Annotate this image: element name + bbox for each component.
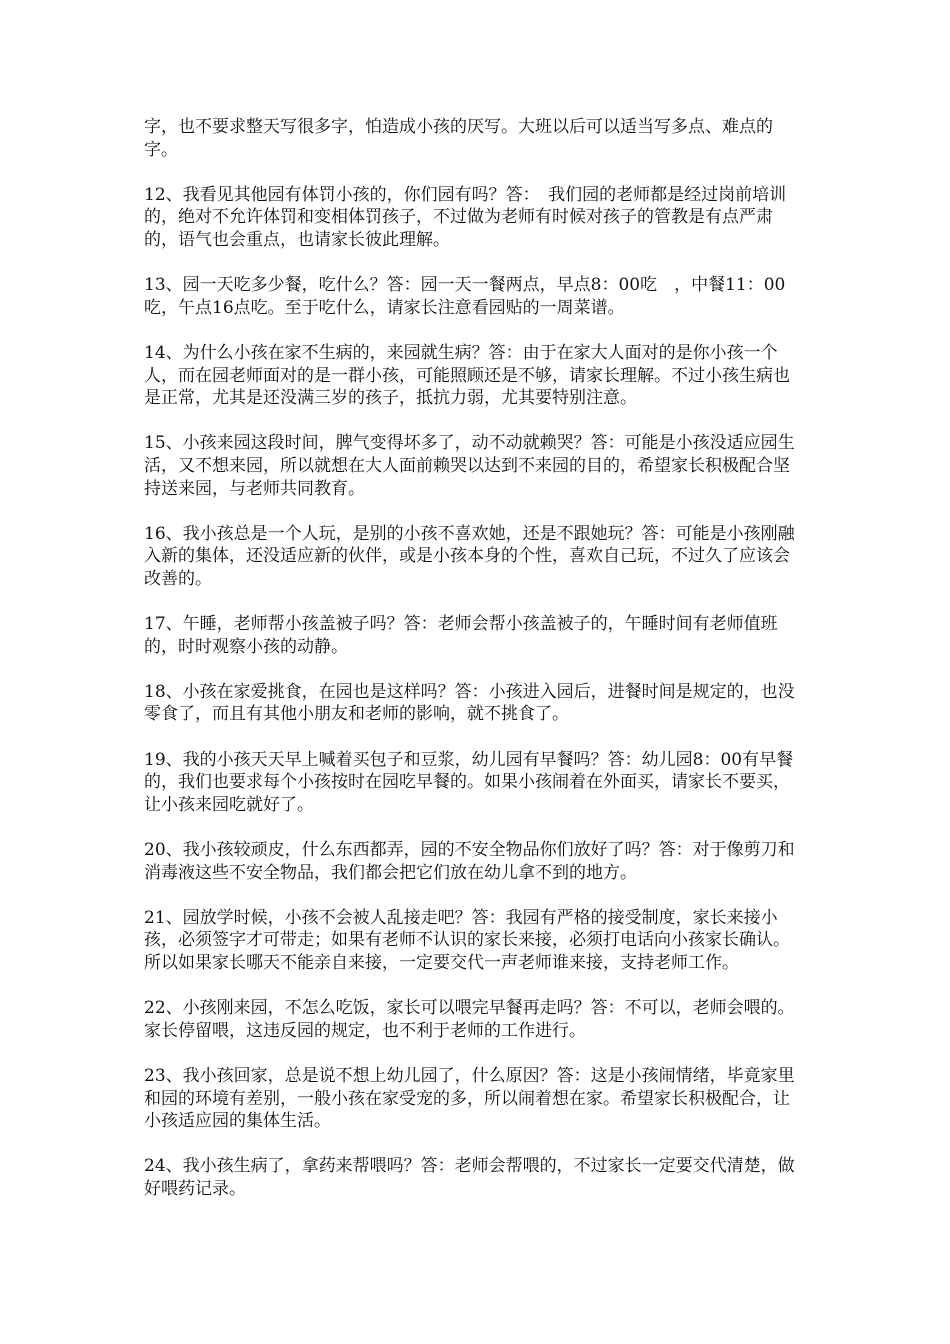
faq-item-13: 13、园一天吃多少餐，吃什么？答：园一天一餐两点，早点8：00吃 ，中餐11：00吃，午点16点吃。至于吃什么，请家长注意看园贴的一周菜谱。 <box>144 275 786 318</box>
faq-item-12: 12、我看见其他园有体罚小孩的，你们园有吗？答： 我们园的老师都是经过岗前培训的，绝对不允许体罚和变相体罚孩子，不过做为老师有时候对孩子的管教是有点严肃的，语气也会重点，也请家长彼此理解。 <box>144 184 787 250</box>
faq-item-16: 16、我小孩总是一个人玩，是别的小孩不喜欢她，还是不跟她玩？答：可能是小孩刚融入新的集体，还没适应新的伙伴，或是小孩本身的个性，喜欢自己玩，不过久了应该会改善的。 <box>144 523 795 589</box>
faq-item-19: 19、我的小孩天天早上喊着买包子和豆浆，幼儿园有早餐吗？答：幼儿园8：00有早餐的，我们也要求每个小孩按时在园吃早餐的。如果小孩闹着在外面买，请家长不要买，让小孩来园吃就好了。 <box>144 749 794 815</box>
faq-item-22: 22、小孩刚来园，不怎么吃饭，家长可以喂完早餐再走吗？答：不可以，老师会喂的。家长停留喂，这违反园的规定，也不利于老师的工作进行。 <box>144 998 795 1041</box>
faq-item-18: 18、小孩在家爱挑食，在园也是这样吗？答：小孩进入园后，进餐时间是规定的，也没零食了，而且有其他小朋友和老师的影响，就不挑食了。 <box>144 681 795 725</box>
faq-item-17: 17、午睡，老师帮小孩盖被子吗？答：老师会帮小孩盖被子的，午睡时间有老师值班的，时时观察小孩的动静。 <box>144 614 778 657</box>
faq-item-21: 21、园放学时候，小孩不会被人乱接走吧？答：我园有严格的接受制度，家长来接小孩，必须签字才可带走；如果有老师不认识的家长来接，必须打电话向小孩家长确认。所以如果家长哪天不能亲自来接，一定要交代一声老师谁来接，支持老师工作。 <box>144 907 790 973</box>
faq-item-14: 14、为什么小孩在家不生病的，来园就生病？答：由于在家大人面对的是你小孩一个人，而在园老师面对的是一群小孩，可能照顾还是不够，请家长理解。不过小孩生病也是正常，尤其是还没满三岁的孩子，抵抗力弱，尤其要特别注意。 <box>144 342 790 409</box>
paragraph-continuation: 字，也不要求整天写很多字，怕造成小孩的厌写。大班以后可以适当写多点、难点的字。 <box>144 117 773 160</box>
faq-item-23: 23、我小孩回家，总是说不想上幼儿园了，什么原因？答：这是小孩闹情绪，毕竟家里和园的环境有差别，一般小孩在家受宠的多，所以闹着想在家。希望家长积极配合，让小孩适应园的集体生活。 <box>144 1065 795 1132</box>
document-body <box>144 116 804 1223</box>
faq-item-15: 15、小孩来园这段时间，脾气变得坏多了，动不动就赖哭？答：可能是小孩没适应园生活，又不想来园，所以就想在大人面前赖哭以达到不来园的目的，希望家长积极配合坚持送来园，与老师共同教育。 <box>144 433 795 499</box>
faq-item-20: 20、我小孩较顽皮，什么东西都弄，园的不安全物品你们放好了吗？答：对于像剪刀和消毒液这些不安全物品，我们都会把它们放在幼儿拿不到的地方。 <box>144 840 795 883</box>
faq-item-24: 24、我小孩生病了，拿药来帮喂吗？答：老师会帮喂的，不过家长一定要交代清楚，做好喂药记录。 <box>144 1156 795 1199</box>
